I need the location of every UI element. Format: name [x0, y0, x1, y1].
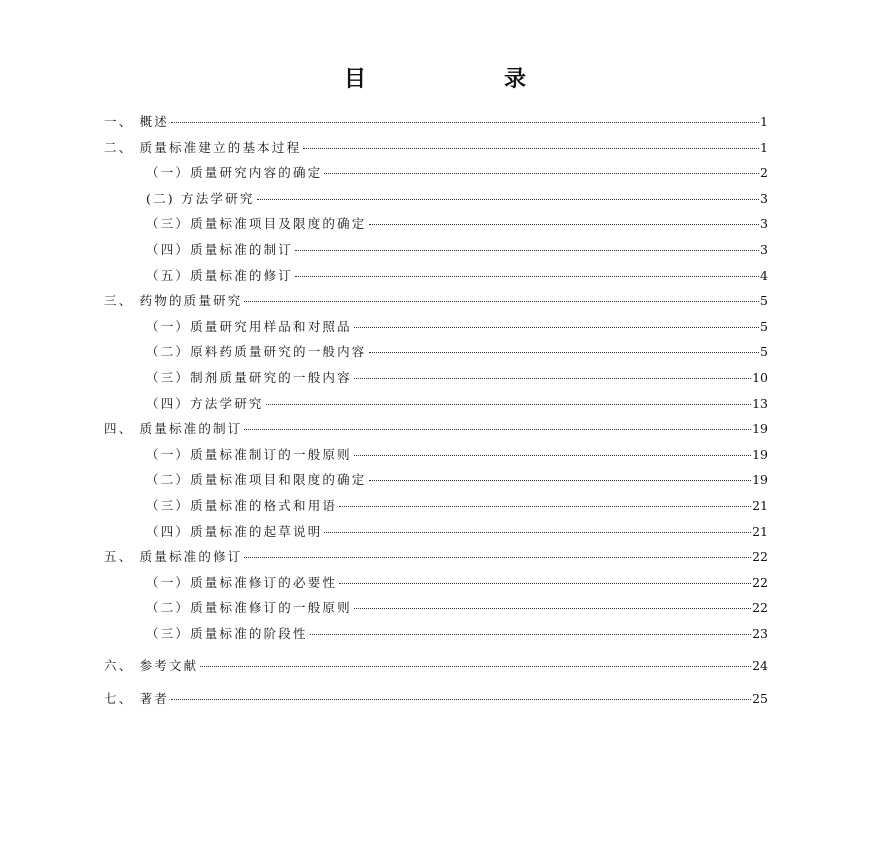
dot-leader	[244, 429, 751, 430]
toc-entry[interactable]	[104, 689, 768, 715]
toc-entry-label: 六、 参考文献	[104, 658, 199, 674]
dot-leader	[244, 557, 751, 558]
dot-leader	[200, 666, 751, 667]
toc-entry-page-number: 22	[752, 549, 768, 565]
toc-entry[interactable]	[104, 445, 768, 471]
toc-entry-label: 七、 著者	[104, 691, 169, 707]
toc-entry-page-number: 5	[760, 318, 768, 334]
toc-entry-label: （三）质量标准项目及限度的确定	[146, 216, 367, 232]
toc-entry[interactable]	[104, 138, 768, 164]
toc-entry[interactable]	[104, 394, 768, 420]
dot-leader	[339, 506, 751, 507]
dot-leader	[257, 199, 760, 200]
toc-entry[interactable]	[104, 214, 768, 240]
toc-entry-label: （二）质量标准修订的一般原则	[146, 600, 352, 616]
dot-leader	[354, 327, 759, 328]
toc-entry-page-number: 1	[760, 139, 768, 155]
toc-entry[interactable]	[104, 112, 768, 138]
toc-entry[interactable]	[104, 342, 768, 368]
toc-entry-page-number: 3	[760, 241, 768, 257]
toc-entry[interactable]	[104, 240, 768, 266]
toc-entry-page-number: 3	[760, 190, 768, 206]
toc-entry-page-number: 3	[760, 216, 768, 232]
dot-leader	[266, 404, 751, 405]
toc-entry-label: （二）原料药质量研究的一般内容	[146, 344, 367, 360]
toc-entry-label: （三）质量标准的阶段性	[146, 625, 308, 641]
toc-entry[interactable]	[104, 189, 768, 215]
toc-entry-label: （二）质量标准项目和限度的确定	[146, 472, 367, 488]
toc-entry-page-number: 4	[760, 267, 768, 283]
dot-leader	[303, 148, 759, 149]
toc-entry-page-number: 1	[760, 114, 768, 129]
toc-entry-label: （一）质量标准制订的一般原则	[146, 446, 352, 462]
toc-entry[interactable]	[104, 656, 768, 682]
toc-entry-page-number: 2	[760, 165, 768, 181]
toc-entry-page-number: 5	[760, 344, 768, 360]
toc-entry[interactable]	[104, 496, 768, 522]
toc-entry-page-number: 13	[752, 395, 768, 411]
toc-entry[interactable]	[104, 573, 768, 599]
toc-entry-page-number: 23	[752, 625, 768, 641]
dot-leader	[324, 173, 759, 174]
page-title: 目 录	[343, 67, 584, 92]
toc-entry[interactable]	[104, 291, 768, 317]
dot-leader	[354, 608, 751, 609]
toc-entry-page-number: 10	[752, 369, 768, 385]
dot-leader	[295, 276, 759, 277]
dot-leader	[324, 532, 751, 533]
toc-entry[interactable]	[104, 266, 768, 292]
toc-entry-label: （四）方法学研究	[146, 395, 264, 411]
toc-entry-label: 一、 概述	[104, 114, 169, 129]
toc-entry-label: 三、 药物的质量研究	[104, 293, 243, 309]
toc-entry-label: （三）制剂质量研究的一般内容	[146, 369, 352, 385]
toc-entry[interactable]	[104, 419, 768, 445]
toc-entry-label: （三）质量标准的格式和用语	[146, 497, 338, 513]
toc-entry-page-number: 22	[752, 600, 768, 616]
toc-entry-page-number: 19	[752, 472, 768, 488]
toc-entry[interactable]	[104, 368, 768, 394]
dot-leader	[244, 301, 759, 302]
toc-entry[interactable]	[104, 624, 768, 650]
toc-entry[interactable]	[104, 163, 768, 189]
dot-leader	[171, 122, 759, 123]
dot-leader	[310, 634, 751, 635]
toc-entry-page-number: 25	[752, 691, 768, 707]
toc-entry-label: 四、 质量标准的制订	[104, 421, 243, 437]
toc-entry[interactable]	[104, 547, 768, 573]
toc-entry-page-number: 21	[752, 497, 768, 513]
dot-leader	[369, 480, 752, 481]
toc-entry[interactable]	[104, 522, 768, 548]
toc-entry[interactable]	[104, 317, 768, 343]
dot-leader	[295, 250, 759, 251]
toc-entry-label: (二) 方法学研究	[146, 190, 255, 206]
toc-entry-label: 五、 质量标准的修订	[104, 549, 243, 565]
dot-leader	[171, 699, 751, 700]
toc-entry-label: （四）质量标准的起草说明	[146, 523, 323, 539]
dot-leader	[339, 583, 751, 584]
toc-entry-label: 二、 质量标准建立的基本过程	[104, 139, 302, 155]
toc-entry[interactable]	[104, 598, 768, 624]
toc-entry-label: （四）质量标准的制订	[146, 241, 294, 257]
toc-entry-page-number: 24	[752, 658, 768, 674]
table-of-contents	[104, 112, 768, 715]
toc-entry-label: （一）质量标准修订的必要性	[146, 574, 338, 590]
dot-leader	[354, 455, 751, 456]
dot-leader	[369, 224, 760, 225]
toc-entry-page-number: 19	[752, 446, 768, 462]
toc-entry-label: （一）质量研究用样品和对照品	[146, 318, 352, 334]
toc-entry-page-number: 19	[752, 421, 768, 437]
toc-entry-page-number: 22	[752, 574, 768, 590]
toc-entry[interactable]	[104, 470, 768, 496]
dot-leader	[354, 378, 751, 379]
toc-entry-label: （一）质量研究内容的确定	[146, 165, 323, 181]
toc-entry-label: （五）质量标准的修订	[146, 267, 294, 283]
dot-leader	[369, 352, 760, 353]
toc-entry-page-number: 21	[752, 523, 768, 539]
toc-entry-page-number: 5	[760, 293, 768, 309]
